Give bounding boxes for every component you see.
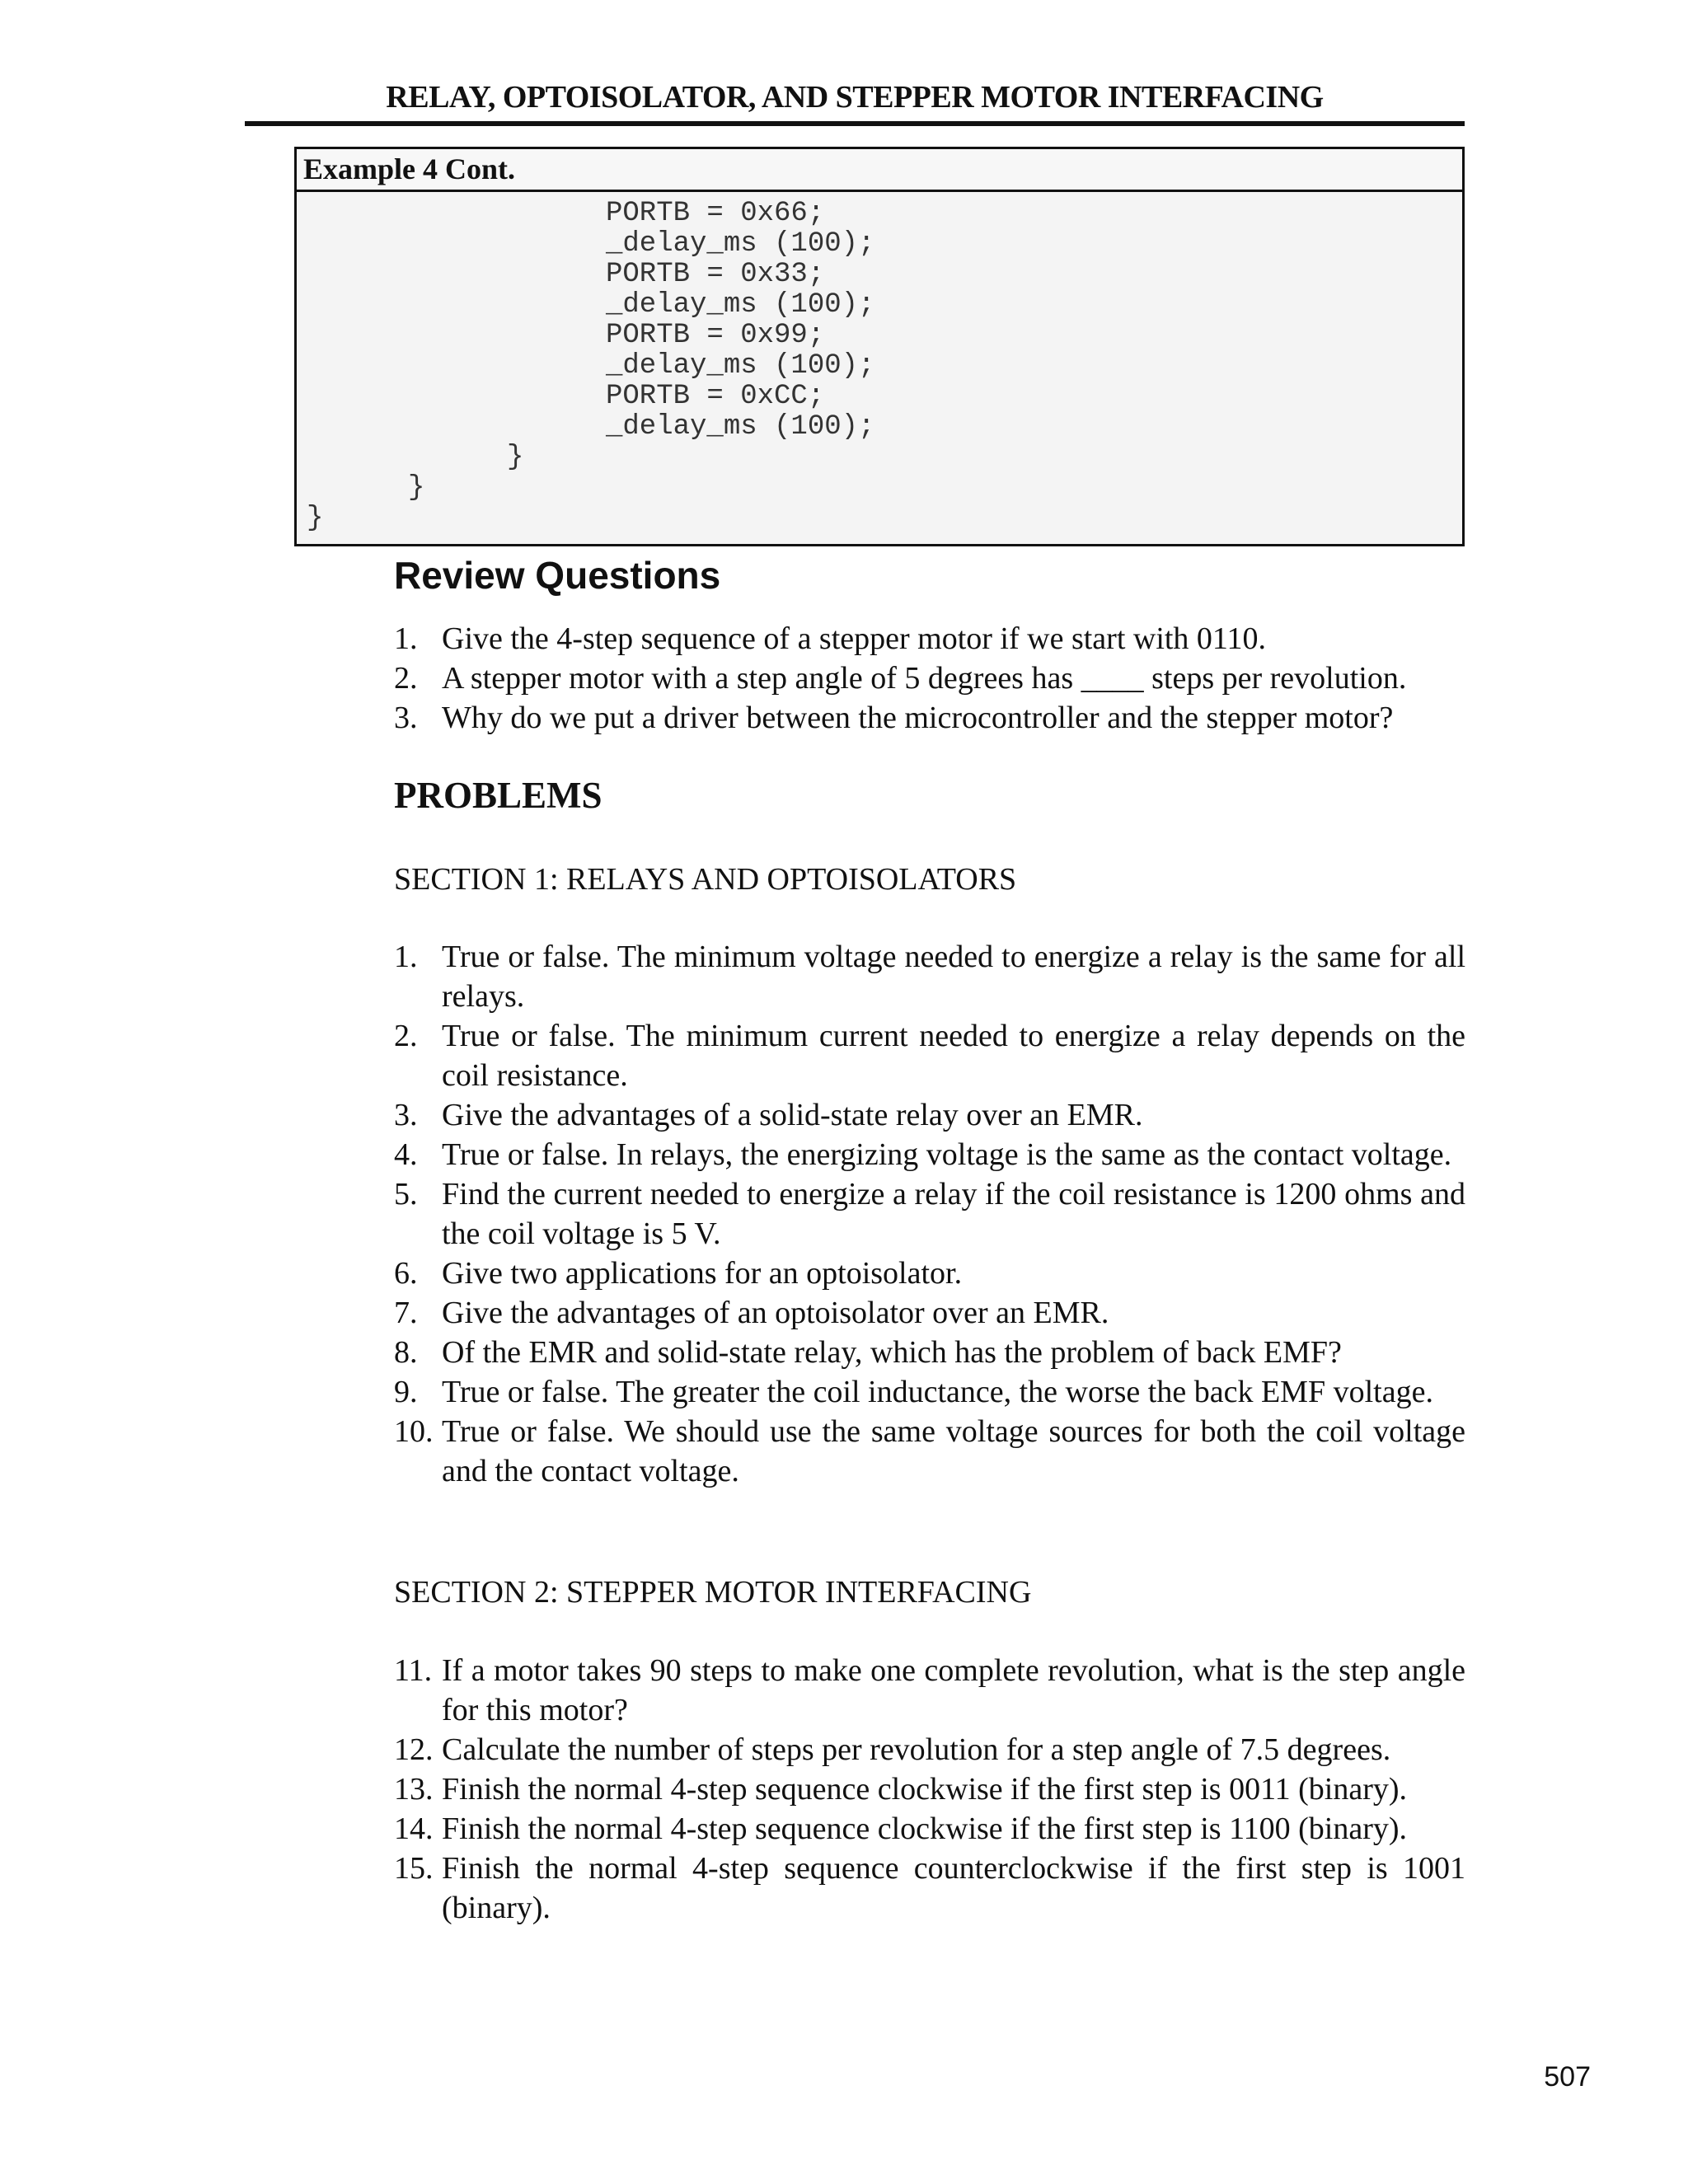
item-text: Find the current needed to energize a relay if the coil resistance is 1200 ohms and the coil voltage is 5 V. (442, 1177, 1465, 1251)
item-text: If a motor takes 90 steps to make one complete revolution, what is the step angle for this motor? (442, 1653, 1465, 1727)
item-number: 9. (394, 1375, 418, 1409)
item-number: 14. (394, 1811, 434, 1846)
list-item (394, 1254, 1465, 1293)
code-line: PORTB = 0x99; (606, 320, 825, 351)
item-text: True or false. In relays, the energizing voltage is the same as the contact voltage. (442, 1137, 1452, 1172)
section-1-problems (394, 937, 1465, 1491)
item-text: True or false. The minimum voltage needed to energize a relay is the same for all relays. (442, 940, 1465, 1014)
item-text: Of the EMR and solid-state relay, which has the problem of back EMF? (442, 1335, 1342, 1370)
section-2-title: SECTION 2: STEPPER MOTOR INTERFACING (394, 1575, 1032, 1610)
list-item (394, 1095, 1465, 1135)
item-text: Finish the normal 4-step sequence clockwise if the first step is 1100 (binary). (442, 1811, 1408, 1846)
list-item (394, 1769, 1465, 1809)
list-item (394, 1372, 1465, 1412)
example-title: Example 4 Cont. (297, 149, 1462, 192)
running-head: RELAY, OPTOISOLATOR, AND STEPPER MOTOR INTERFACING (386, 80, 1324, 115)
section-1-title: SECTION 1: RELAYS AND OPTOISOLATORS (394, 862, 1017, 897)
list-item (394, 1412, 1465, 1491)
code-line: _delay_ms (100); (606, 350, 875, 382)
code-line: PORTB = 0xCC; (606, 381, 825, 412)
page-number: 507 (1544, 2061, 1591, 2093)
item-text: Calculate the number of steps per revolution for a step angle of 7.5 degrees. (442, 1732, 1391, 1767)
list-item (394, 1174, 1465, 1254)
review-questions-list (394, 619, 1465, 738)
item-number: 12. (394, 1732, 434, 1767)
code-line: } (507, 442, 524, 473)
item-number: 1. (394, 940, 418, 974)
example-box (294, 147, 1465, 546)
code-line: PORTB = 0x66; (606, 198, 825, 229)
item-number: 2. (394, 1019, 418, 1053)
item-number: 8. (394, 1335, 418, 1370)
list-item (394, 1016, 1465, 1095)
header-rule (245, 121, 1465, 126)
item-text: Why do we put a driver between the microcontroller and the stepper motor? (442, 701, 1394, 735)
item-text: Finish the normal 4-step sequence clockwise if the first step is 0011 (binary). (442, 1772, 1408, 1807)
item-text: True or false. The greater the coil inductance, the worse the back EMF voltage. (442, 1375, 1433, 1409)
item-text: Give the 4-step sequence of a stepper motor if we start with 0110. (442, 621, 1267, 656)
section-2-problems (394, 1651, 1465, 1928)
item-number: 6. (394, 1256, 418, 1291)
item-number: 2. (394, 661, 418, 696)
item-text: Give the advantages of an optoisolator over an EMR. (442, 1296, 1109, 1330)
code-line: } (408, 472, 425, 504)
item-number: 7. (394, 1296, 418, 1330)
code-line: PORTB = 0x33; (606, 259, 825, 290)
code-block (297, 192, 1462, 544)
code-line: _delay_ms (100); (606, 411, 875, 443)
list-item (394, 1809, 1465, 1849)
item-text: Give the advantages of a solid-state relay over an EMR. (442, 1098, 1143, 1132)
item-number: 3. (394, 701, 418, 735)
list-item (394, 658, 1465, 698)
item-number: 15. (394, 1851, 434, 1886)
problems-heading: PROBLEMS (394, 775, 603, 816)
item-number: 4. (394, 1137, 418, 1172)
item-text: Give two applications for an optoisolator. (442, 1256, 963, 1291)
item-number: 13. (394, 1772, 434, 1807)
item-number: 11. (394, 1653, 433, 1688)
code-line: _delay_ms (100); (606, 289, 875, 321)
item-text: A stepper motor with a step angle of 5 degrees has ____ steps per revolution. (442, 661, 1407, 696)
review-questions-heading: Review Questions (394, 554, 721, 597)
code-line: } (307, 503, 324, 534)
list-item (394, 1651, 1465, 1730)
item-number: 10. (394, 1414, 434, 1449)
list-item (394, 1135, 1465, 1174)
list-item (394, 937, 1465, 1016)
item-number: 3. (394, 1098, 418, 1132)
item-number: 5. (394, 1177, 418, 1212)
code-line: _delay_ms (100); (606, 228, 875, 260)
item-text: True or false. We should use the same voltage sources for both the coil voltage and the contact voltage. (442, 1414, 1465, 1488)
list-item (394, 1730, 1465, 1769)
item-number: 1. (394, 621, 418, 656)
list-item (394, 1293, 1465, 1333)
item-text: True or false. The minimum current needed to energize a relay depends on the coil resistance. (442, 1019, 1465, 1093)
list-item (394, 1849, 1465, 1928)
list-item (394, 619, 1465, 658)
list-item (394, 1333, 1465, 1372)
list-item (394, 698, 1465, 738)
item-text: Finish the normal 4-step sequence counterclockwise if the first step is 1001 (binary). (442, 1851, 1465, 1925)
